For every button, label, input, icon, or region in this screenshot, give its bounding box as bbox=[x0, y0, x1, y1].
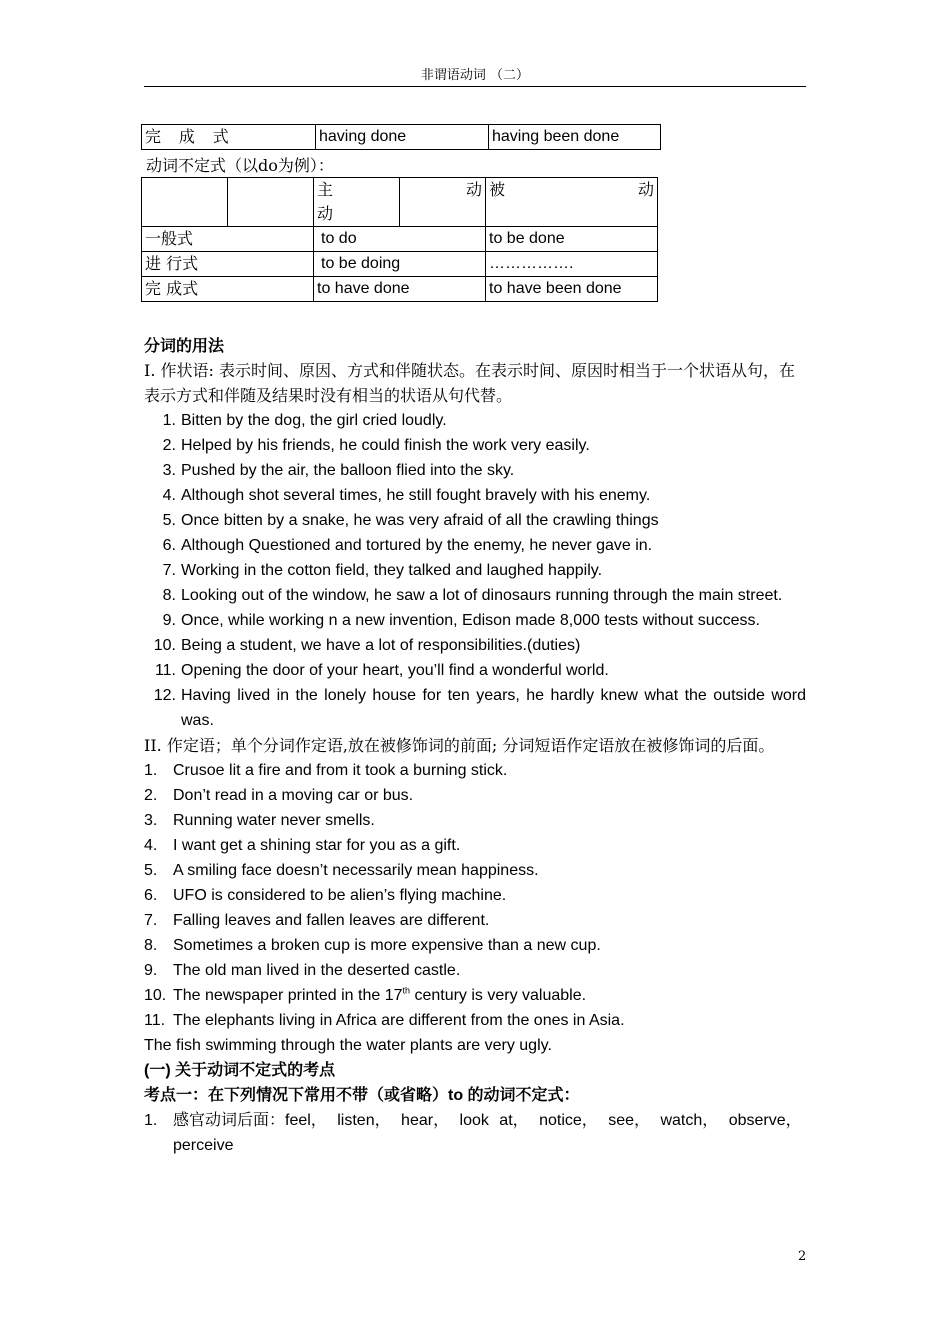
table-row bbox=[142, 125, 661, 150]
list-item: 7. Working in the cotton field, they talked and laughed happily. bbox=[162, 562, 603, 579]
table-cell: 进 行式 bbox=[142, 252, 314, 277]
list-item: 3. Running water never smells. bbox=[144, 812, 375, 829]
perfect-form-table bbox=[141, 124, 661, 150]
list-item: 1. Bitten by the dog, the girl cried loudly. bbox=[162, 412, 447, 429]
table-cell: 一般式 bbox=[142, 227, 314, 252]
list-item: 2. Helped by his friends, he could finish the work very easily. bbox=[162, 437, 590, 454]
table-cell: to do bbox=[314, 227, 486, 252]
list-item: 5. Once bitten by a snake, he was very afraid of all the crawling things bbox=[162, 512, 659, 529]
table-header-row bbox=[142, 178, 658, 227]
list-item: 6. Although Questioned and tortured by the enemy, he never gave in. bbox=[162, 537, 653, 554]
table-cell: having done bbox=[316, 125, 489, 150]
table-cell: to be done bbox=[486, 227, 658, 252]
list-item: 2. Don’t read in a moving car or bus. bbox=[144, 787, 414, 804]
table-caption: 动词不定式（以do为例）： bbox=[146, 156, 334, 175]
attributive-tail: The fish swimming through the water plants are very ugly. bbox=[144, 1037, 552, 1054]
list-item: 5. A smiling face doesn’t necessarily mean happiness. bbox=[144, 862, 539, 879]
table-cell: 完 成 式 bbox=[142, 125, 316, 150]
list-item: 10. The newspaper printed in the 17th century is very valuable. bbox=[144, 985, 587, 1004]
table-cell bbox=[486, 178, 658, 227]
infinitive-table bbox=[141, 177, 658, 302]
list-item: 1. Crusoe lit a fire and from it took a burning stick. bbox=[144, 762, 508, 779]
table-row bbox=[142, 252, 658, 277]
table-row bbox=[142, 227, 658, 252]
table-cell: having been done bbox=[489, 125, 661, 150]
list-item: 1. 感官动词后面：feel， listen， hear， look at， notice， see， watch， observe， perceive bbox=[144, 1112, 802, 1154]
list-item: 9. The old man lived in the deserted castle. bbox=[144, 962, 461, 979]
section-title: 分词的用法 bbox=[144, 336, 225, 355]
header-passive-1: 被 bbox=[489, 180, 506, 199]
list-item: 10. Being a student, we have a lot of responsibilities.(duties) bbox=[153, 637, 581, 654]
header-active-1: 主 bbox=[317, 180, 334, 199]
header-passive-2: 动 bbox=[637, 180, 654, 199]
list-item: 4. Although shot several times, he still fought bravely with his enemy. bbox=[162, 487, 651, 504]
table-cell: ……………. bbox=[486, 252, 658, 277]
adverbial-examples bbox=[144, 408, 806, 733]
attributive-intro: II. 作定语；单个分词作定语,放在被修饰词的前面; 分词短语作定语放在被修饰词的后面。 bbox=[144, 736, 775, 755]
infinitive-points bbox=[144, 1108, 806, 1158]
list-item: 3. Pushed by the air, the balloon flied into the sky. bbox=[162, 462, 515, 479]
table-cell: to be doing bbox=[314, 252, 486, 277]
table-cell: 完 成式 bbox=[142, 277, 314, 302]
list-item: 11. Opening the door of your heart, you’ll find a wonderful world. bbox=[154, 662, 609, 679]
table-cell: to have done bbox=[314, 277, 486, 302]
table-cell: to have been done bbox=[486, 277, 658, 302]
header-active-3: 动 bbox=[400, 178, 486, 227]
table-cell bbox=[228, 178, 314, 227]
list-item: 11. The elephants living in Africa are different from the ones in Asia. bbox=[144, 1012, 625, 1029]
page-header: 非谓语动词 （二） bbox=[144, 64, 806, 87]
list-item: 12. Having lived in the lonely house for ten years, he hardly knew what the outside word was. bbox=[153, 687, 806, 729]
table-cell bbox=[314, 178, 400, 227]
list-item: 6. UFO is considered to be alien’s flying machine. bbox=[144, 887, 507, 904]
list-item: 8. Sometimes a broken cup is more expensive than a new cup. bbox=[144, 937, 601, 954]
list-item: 8. Looking out of the window, he saw a lot of dinosaurs running through the main street. bbox=[162, 587, 783, 604]
document-body bbox=[144, 333, 806, 1158]
page-number: 2 bbox=[798, 1249, 807, 1264]
adverbial-intro: I. 作状语: 表示时间、原因、方式和伴随状态。在表示时间、原因时相当于一个状语从句，在表示方式和伴随及结果时没有相当的状语从句代替。 bbox=[144, 361, 795, 405]
header-active-2: 动 bbox=[317, 204, 334, 223]
table-cell bbox=[142, 178, 228, 227]
attributive-examples bbox=[144, 758, 806, 1033]
infinitive-point: 考点一：在下列情况下常用不带（或省略）to 的动词不定式： bbox=[144, 1087, 580, 1104]
list-item: 4. I want get a shining star for you as a gift. bbox=[144, 837, 461, 854]
list-item: 9. Once, while working n a new invention, Edison made 8,000 tests without success. bbox=[162, 612, 760, 629]
infinitive-section-title: (一) 关于动词不定式的考点 bbox=[144, 1062, 336, 1079]
list-item: 7. Falling leaves and fallen leaves are different. bbox=[144, 912, 490, 929]
table-row bbox=[142, 277, 658, 302]
